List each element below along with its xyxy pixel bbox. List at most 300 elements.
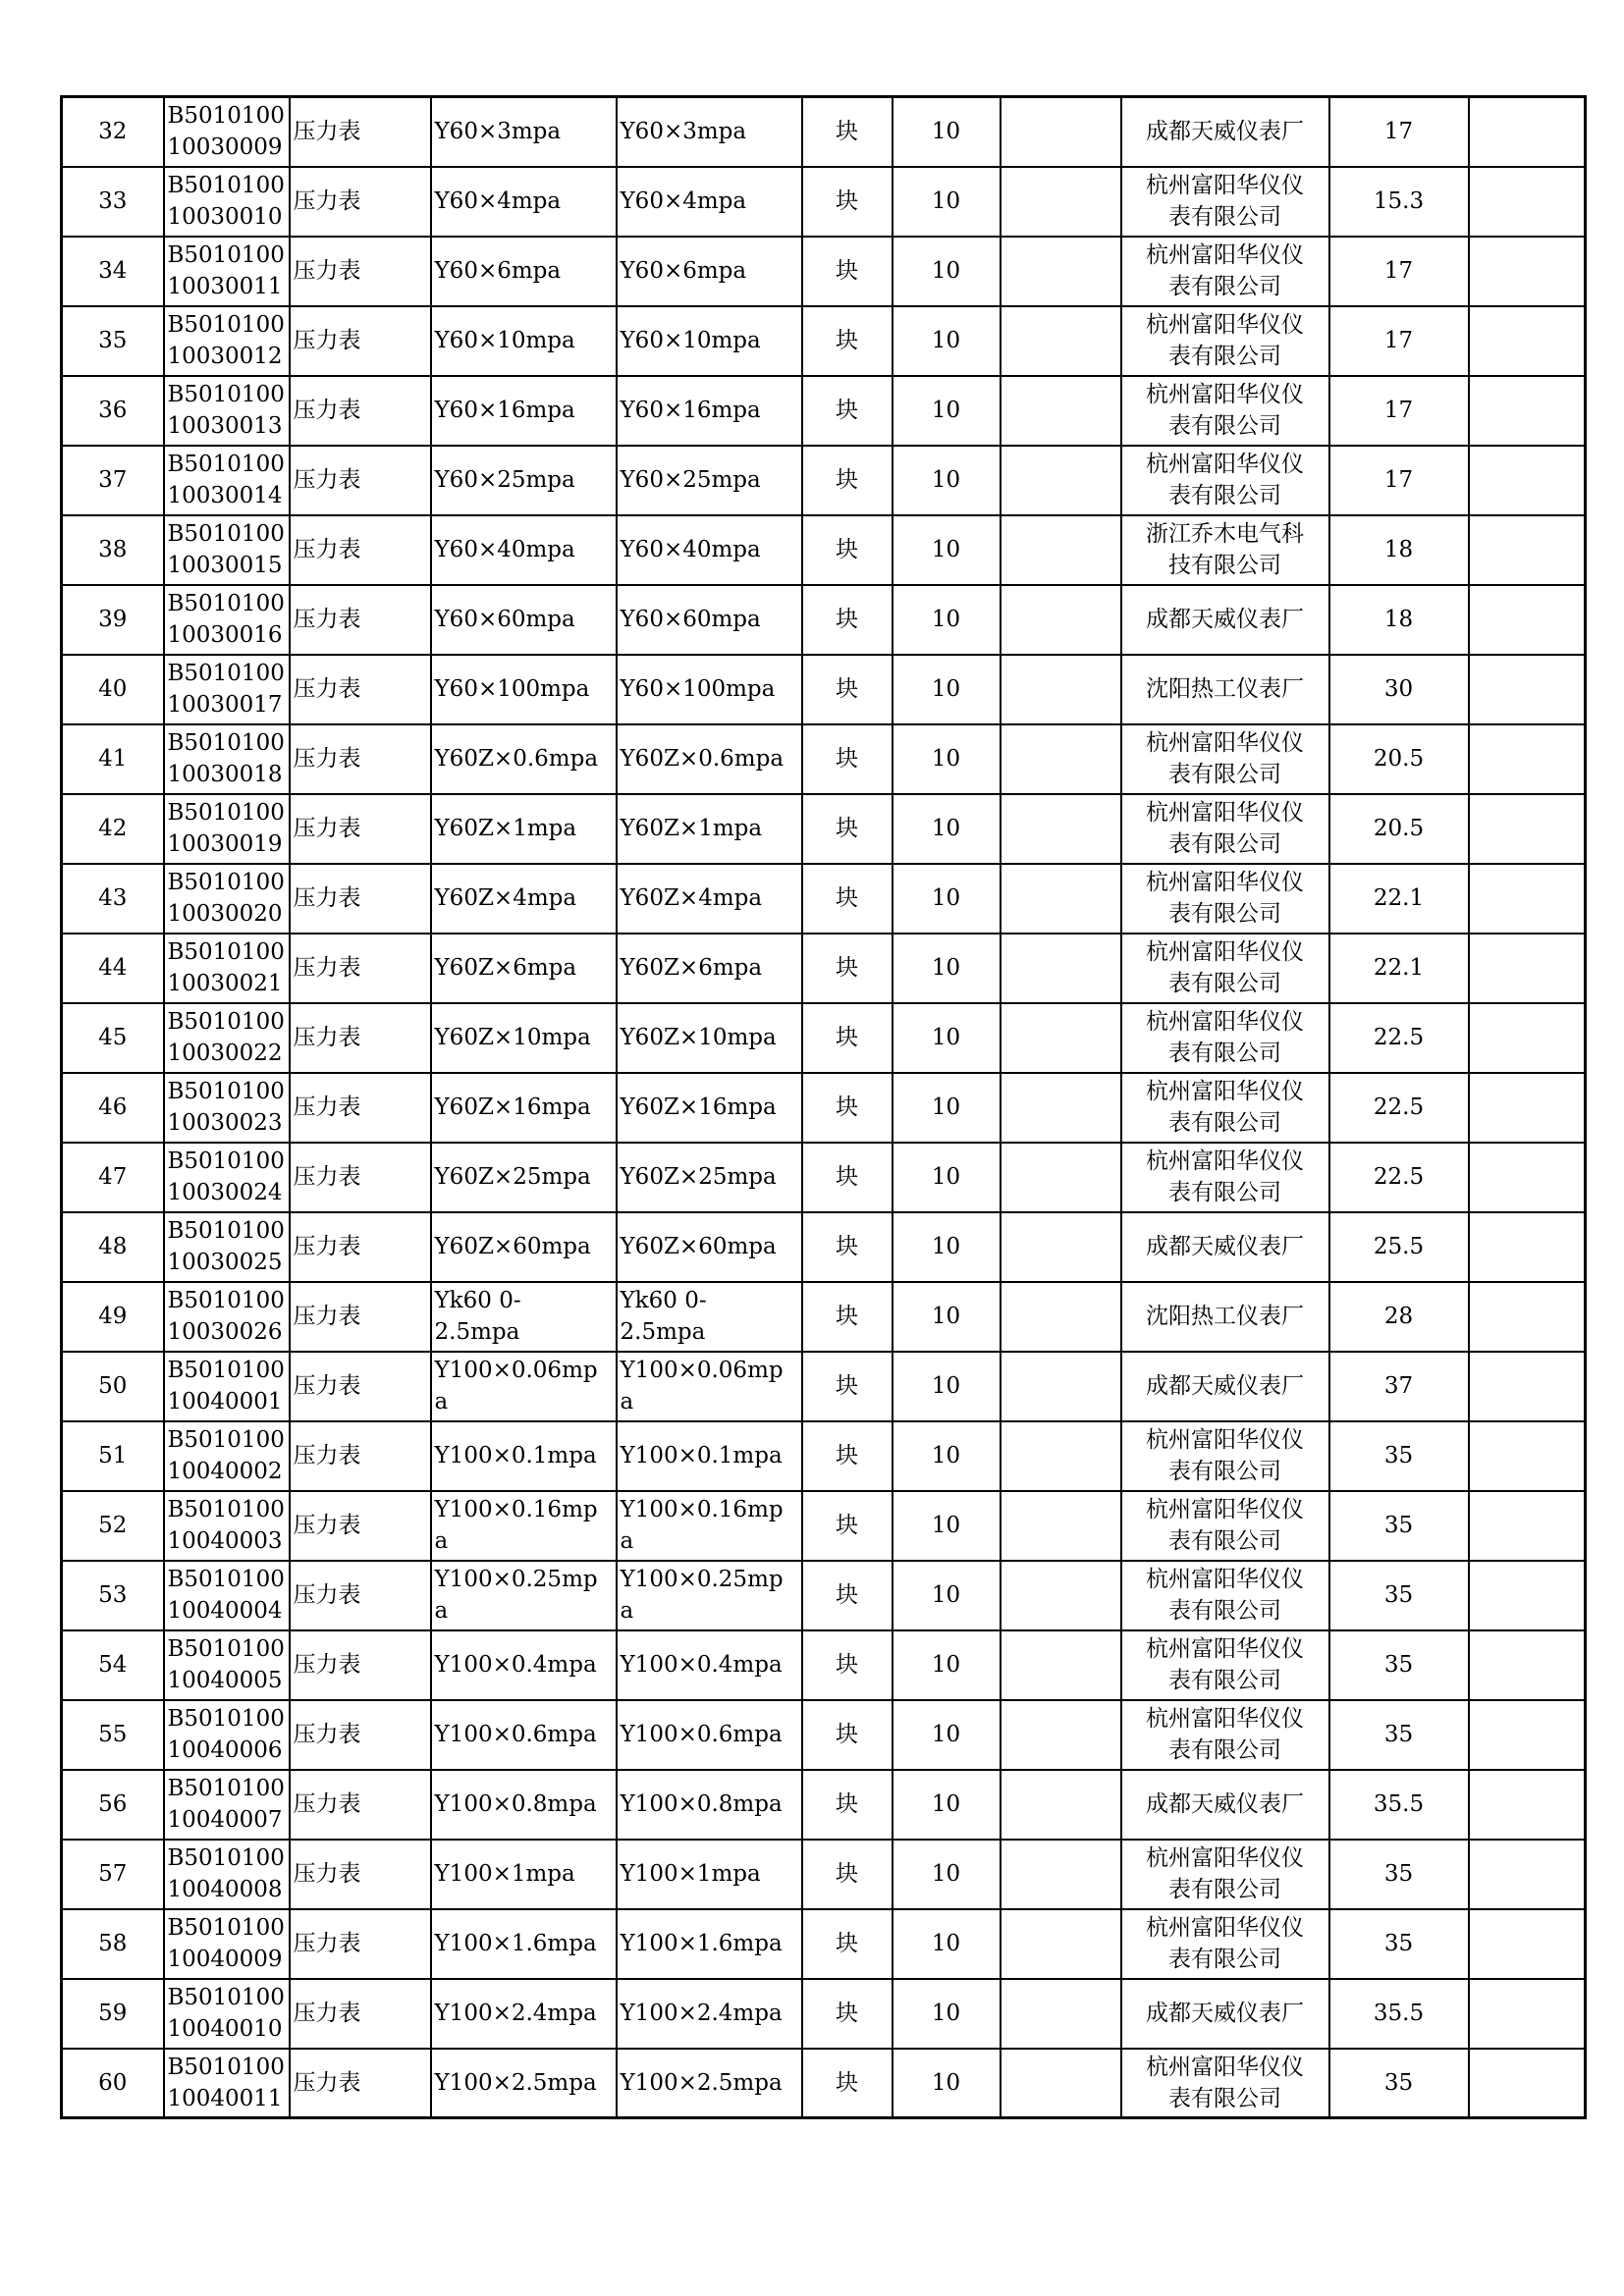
cell-specification: Y100×0.1mpa <box>431 1421 617 1491</box>
cell-remark <box>1469 1840 1586 1909</box>
cell-model: Y100×0.8mpa <box>617 1770 802 1840</box>
cell-manufacturer: 沈阳热工仪表厂 <box>1121 1282 1329 1352</box>
cell-quantity: 10 <box>893 655 1001 724</box>
cell-blank <box>1001 1491 1121 1561</box>
cell-index: 48 <box>62 1212 164 1282</box>
cell-item-name: 压力表 <box>290 97 431 167</box>
cell-item-name: 压力表 <box>290 1143 431 1212</box>
cell-blank <box>1001 1561 1121 1630</box>
cell-material-code: B5010100 10040008 <box>164 1840 290 1909</box>
cell-item-name: 压力表 <box>290 446 431 515</box>
cell-model: Y60Z×25mpa <box>617 1143 802 1212</box>
cell-model: Y60×25mpa <box>617 446 802 515</box>
table-row <box>62 1561 1586 1630</box>
cell-blank <box>1001 1909 1121 1979</box>
cell-manufacturer: 成都天威仪表厂 <box>1121 97 1329 167</box>
cell-remark <box>1469 655 1586 724</box>
cell-specification: Y60×100mpa <box>431 655 617 724</box>
cell-material-code: B5010100 10040010 <box>164 1979 290 2049</box>
cell-unit: 块 <box>802 1421 893 1491</box>
cell-index: 34 <box>62 237 164 306</box>
cell-quantity: 10 <box>893 306 1001 376</box>
cell-index: 40 <box>62 655 164 724</box>
cell-price: 22.5 <box>1329 1073 1469 1143</box>
table-row <box>62 1282 1586 1352</box>
cell-unit: 块 <box>802 934 893 1003</box>
cell-item-name: 压力表 <box>290 1491 431 1561</box>
cell-remark <box>1469 1630 1586 1700</box>
cell-item-name: 压力表 <box>290 1770 431 1840</box>
cell-manufacturer: 杭州富阳华仪仪 表有限公司 <box>1121 864 1329 934</box>
cell-model: Y60Z×60mpa <box>617 1212 802 1282</box>
cell-material-code: B5010100 10030024 <box>164 1143 290 1212</box>
cell-manufacturer: 杭州富阳华仪仪 表有限公司 <box>1121 376 1329 446</box>
cell-material-code: B5010100 10030026 <box>164 1282 290 1352</box>
cell-item-name: 压力表 <box>290 794 431 864</box>
cell-blank <box>1001 1352 1121 1421</box>
cell-blank <box>1001 864 1121 934</box>
cell-material-code: B5010100 10030023 <box>164 1073 290 1143</box>
table-row <box>62 1770 1586 1840</box>
cell-specification: Y60Z×0.6mpa <box>431 724 617 794</box>
cell-item-name: 压力表 <box>290 1282 431 1352</box>
cell-remark <box>1469 97 1586 167</box>
cell-unit: 块 <box>802 167 893 237</box>
cell-material-code: B5010100 10030011 <box>164 237 290 306</box>
cell-specification: Y60Z×25mpa <box>431 1143 617 1212</box>
cell-model: Y60Z×16mpa <box>617 1073 802 1143</box>
cell-remark <box>1469 376 1586 446</box>
cell-specification: Y60×4mpa <box>431 167 617 237</box>
cell-specification: Y60×60mpa <box>431 585 617 655</box>
cell-quantity: 10 <box>893 794 1001 864</box>
table-row <box>62 794 1586 864</box>
cell-quantity: 10 <box>893 1421 1001 1491</box>
cell-item-name: 压力表 <box>290 934 431 1003</box>
table-row <box>62 1212 1586 1282</box>
cell-specification: Y100×1mpa <box>431 1840 617 1909</box>
cell-index: 37 <box>62 446 164 515</box>
cell-blank <box>1001 515 1121 585</box>
cell-model: Y100×2.4mpa <box>617 1979 802 2049</box>
cell-unit: 块 <box>802 1700 893 1770</box>
cell-quantity: 10 <box>893 724 1001 794</box>
cell-manufacturer: 浙江乔木电气科 技有限公司 <box>1121 515 1329 585</box>
cell-manufacturer: 杭州富阳华仪仪 表有限公司 <box>1121 934 1329 1003</box>
cell-specification: Y60Z×1mpa <box>431 794 617 864</box>
table-row <box>62 1003 1586 1073</box>
cell-unit: 块 <box>802 655 893 724</box>
table-body <box>62 97 1586 2118</box>
cell-specification: Y100×0.06mp a <box>431 1352 617 1421</box>
cell-index: 56 <box>62 1770 164 1840</box>
cell-model: Y100×0.25mp a <box>617 1561 802 1630</box>
cell-price: 22.5 <box>1329 1143 1469 1212</box>
cell-blank <box>1001 306 1121 376</box>
cell-index: 45 <box>62 1003 164 1073</box>
cell-quantity: 10 <box>893 167 1001 237</box>
cell-quantity: 10 <box>893 1282 1001 1352</box>
cell-manufacturer: 成都天威仪表厂 <box>1121 585 1329 655</box>
cell-unit: 块 <box>802 1770 893 1840</box>
table-row <box>62 2049 1586 2118</box>
cell-manufacturer: 杭州富阳华仪仪 表有限公司 <box>1121 1561 1329 1630</box>
cell-model: Y60Z×10mpa <box>617 1003 802 1073</box>
cell-quantity: 10 <box>893 1770 1001 1840</box>
cell-item-name: 压力表 <box>290 1561 431 1630</box>
table-row <box>62 1491 1586 1561</box>
cell-remark <box>1469 2049 1586 2118</box>
cell-model: Y100×2.5mpa <box>617 2049 802 2118</box>
cell-model: Y100×0.1mpa <box>617 1421 802 1491</box>
table-row <box>62 724 1586 794</box>
cell-remark <box>1469 1979 1586 2049</box>
table-row <box>62 585 1586 655</box>
cell-price: 20.5 <box>1329 724 1469 794</box>
cell-specification: Y100×2.4mpa <box>431 1979 617 2049</box>
cell-item-name: 压力表 <box>290 864 431 934</box>
cell-unit: 块 <box>802 306 893 376</box>
cell-quantity: 10 <box>893 237 1001 306</box>
cell-manufacturer: 杭州富阳华仪仪 表有限公司 <box>1121 237 1329 306</box>
cell-unit: 块 <box>802 515 893 585</box>
cell-blank <box>1001 376 1121 446</box>
cell-model: Y60×60mpa <box>617 585 802 655</box>
cell-material-code: B5010100 10030022 <box>164 1003 290 1073</box>
cell-material-code: B5010100 10040005 <box>164 1630 290 1700</box>
cell-item-name: 压力表 <box>290 1630 431 1700</box>
table-row <box>62 655 1586 724</box>
cell-material-code: B5010100 10030016 <box>164 585 290 655</box>
cell-remark <box>1469 1003 1586 1073</box>
cell-unit: 块 <box>802 1491 893 1561</box>
table-row <box>62 1700 1586 1770</box>
cell-index: 46 <box>62 1073 164 1143</box>
cell-unit: 块 <box>802 1073 893 1143</box>
cell-blank <box>1001 934 1121 1003</box>
table-row <box>62 864 1586 934</box>
cell-blank <box>1001 97 1121 167</box>
cell-unit: 块 <box>802 97 893 167</box>
cell-manufacturer: 杭州富阳华仪仪 表有限公司 <box>1121 794 1329 864</box>
cell-remark <box>1469 515 1586 585</box>
cell-specification: Y100×1.6mpa <box>431 1909 617 1979</box>
cell-unit: 块 <box>802 1979 893 2049</box>
cell-specification: Y60Z×16mpa <box>431 1073 617 1143</box>
cell-index: 42 <box>62 794 164 864</box>
cell-index: 36 <box>62 376 164 446</box>
cell-remark <box>1469 446 1586 515</box>
cell-blank <box>1001 1700 1121 1770</box>
cell-blank <box>1001 446 1121 515</box>
cell-manufacturer: 沈阳热工仪表厂 <box>1121 655 1329 724</box>
cell-price: 18 <box>1329 585 1469 655</box>
cell-unit: 块 <box>802 794 893 864</box>
cell-manufacturer: 杭州富阳华仪仪 表有限公司 <box>1121 1491 1329 1561</box>
cell-unit: 块 <box>802 446 893 515</box>
cell-material-code: B5010100 10040006 <box>164 1700 290 1770</box>
cell-price: 15.3 <box>1329 167 1469 237</box>
cell-unit: 块 <box>802 724 893 794</box>
cell-model: Y60×40mpa <box>617 515 802 585</box>
table-row <box>62 237 1586 306</box>
cell-material-code: B5010100 10040007 <box>164 1770 290 1840</box>
cell-quantity: 10 <box>893 1073 1001 1143</box>
cell-price: 20.5 <box>1329 794 1469 864</box>
cell-material-code: B5010100 10040011 <box>164 2049 290 2118</box>
cell-remark <box>1469 1700 1586 1770</box>
table-row <box>62 376 1586 446</box>
cell-manufacturer: 杭州富阳华仪仪 表有限公司 <box>1121 1421 1329 1491</box>
table-row <box>62 934 1586 1003</box>
cell-model: Y100×0.06mp a <box>617 1352 802 1421</box>
cell-unit: 块 <box>802 1909 893 1979</box>
cell-remark <box>1469 167 1586 237</box>
cell-manufacturer: 杭州富阳华仪仪 表有限公司 <box>1121 1630 1329 1700</box>
table-row <box>62 1840 1586 1909</box>
cell-price: 18 <box>1329 515 1469 585</box>
cell-blank <box>1001 1979 1121 2049</box>
cell-price: 17 <box>1329 97 1469 167</box>
cell-item-name: 压力表 <box>290 1073 431 1143</box>
cell-remark <box>1469 1282 1586 1352</box>
cell-price: 30 <box>1329 655 1469 724</box>
cell-material-code: B5010100 10030015 <box>164 515 290 585</box>
table-row <box>62 1909 1586 1979</box>
table-row <box>62 97 1586 167</box>
cell-index: 32 <box>62 97 164 167</box>
cell-remark <box>1469 1770 1586 1840</box>
cell-manufacturer: 杭州富阳华仪仪 表有限公司 <box>1121 1073 1329 1143</box>
cell-manufacturer: 杭州富阳华仪仪 表有限公司 <box>1121 167 1329 237</box>
cell-remark <box>1469 237 1586 306</box>
cell-model: Y100×1mpa <box>617 1840 802 1909</box>
table-row <box>62 167 1586 237</box>
cell-quantity: 10 <box>893 2049 1001 2118</box>
cell-specification: Y100×0.6mpa <box>431 1700 617 1770</box>
cell-model: Y60Z×0.6mpa <box>617 724 802 794</box>
cell-unit: 块 <box>802 1003 893 1073</box>
cell-index: 33 <box>62 167 164 237</box>
cell-specification: Y100×0.16mp a <box>431 1491 617 1561</box>
table-row <box>62 1352 1586 1421</box>
cell-material-code: B5010100 10030012 <box>164 306 290 376</box>
cell-unit: 块 <box>802 2049 893 2118</box>
cell-manufacturer: 杭州富阳华仪仪 表有限公司 <box>1121 1909 1329 1979</box>
cell-price: 28 <box>1329 1282 1469 1352</box>
cell-index: 43 <box>62 864 164 934</box>
cell-price: 35 <box>1329 1840 1469 1909</box>
cell-manufacturer: 杭州富阳华仪仪 表有限公司 <box>1121 1700 1329 1770</box>
cell-quantity: 10 <box>893 1143 1001 1212</box>
cell-price: 35 <box>1329 2049 1469 2118</box>
cell-model: Y100×0.6mpa <box>617 1700 802 1770</box>
cell-index: 47 <box>62 1143 164 1212</box>
cell-price: 17 <box>1329 376 1469 446</box>
cell-specification: Y100×2.5mpa <box>431 2049 617 2118</box>
cell-blank <box>1001 167 1121 237</box>
cell-blank <box>1001 1212 1121 1282</box>
cell-price: 35.5 <box>1329 1979 1469 2049</box>
cell-unit: 块 <box>802 237 893 306</box>
cell-model: Y100×0.16mp a <box>617 1491 802 1561</box>
cell-quantity: 10 <box>893 1700 1001 1770</box>
cell-remark <box>1469 1073 1586 1143</box>
cell-unit: 块 <box>802 585 893 655</box>
cell-quantity: 10 <box>893 446 1001 515</box>
cell-manufacturer: 成都天威仪表厂 <box>1121 1352 1329 1421</box>
cell-specification: Y60Z×60mpa <box>431 1212 617 1282</box>
cell-material-code: B5010100 10040009 <box>164 1909 290 1979</box>
cell-unit: 块 <box>802 1212 893 1282</box>
cell-price: 22.1 <box>1329 934 1469 1003</box>
cell-manufacturer: 杭州富阳华仪仪 表有限公司 <box>1121 446 1329 515</box>
cell-model: Y60×100mpa <box>617 655 802 724</box>
cell-item-name: 压力表 <box>290 1212 431 1282</box>
cell-remark <box>1469 1352 1586 1421</box>
cell-blank <box>1001 1073 1121 1143</box>
cell-item-name: 压力表 <box>290 1700 431 1770</box>
cell-material-code: B5010100 10030009 <box>164 97 290 167</box>
cell-material-code: B5010100 10030010 <box>164 167 290 237</box>
cell-specification: Y60Z×4mpa <box>431 864 617 934</box>
cell-price: 35 <box>1329 1630 1469 1700</box>
cell-price: 17 <box>1329 306 1469 376</box>
cell-remark <box>1469 794 1586 864</box>
price-table <box>60 95 1587 2119</box>
cell-index: 55 <box>62 1700 164 1770</box>
table-row <box>62 1979 1586 2049</box>
cell-item-name: 压力表 <box>290 306 431 376</box>
cell-price: 17 <box>1329 446 1469 515</box>
cell-index: 54 <box>62 1630 164 1700</box>
cell-specification: Y100×0.8mpa <box>431 1770 617 1840</box>
cell-model: Y60Z×6mpa <box>617 934 802 1003</box>
cell-index: 50 <box>62 1352 164 1421</box>
cell-price: 22.1 <box>1329 864 1469 934</box>
cell-unit: 块 <box>802 1561 893 1630</box>
cell-manufacturer: 杭州富阳华仪仪 表有限公司 <box>1121 1143 1329 1212</box>
cell-item-name: 压力表 <box>290 1352 431 1421</box>
cell-unit: 块 <box>802 1630 893 1700</box>
cell-blank <box>1001 724 1121 794</box>
cell-quantity: 10 <box>893 97 1001 167</box>
cell-remark <box>1469 1421 1586 1491</box>
cell-index: 58 <box>62 1909 164 1979</box>
cell-price: 35 <box>1329 1700 1469 1770</box>
cell-quantity: 10 <box>893 864 1001 934</box>
cell-item-name: 压力表 <box>290 237 431 306</box>
cell-remark <box>1469 1212 1586 1282</box>
cell-index: 52 <box>62 1491 164 1561</box>
cell-unit: 块 <box>802 864 893 934</box>
table-row <box>62 446 1586 515</box>
cell-specification: Yk60 0- 2.5mpa <box>431 1282 617 1352</box>
cell-item-name: 压力表 <box>290 585 431 655</box>
cell-blank <box>1001 237 1121 306</box>
cell-remark <box>1469 724 1586 794</box>
cell-blank <box>1001 1003 1121 1073</box>
cell-manufacturer: 杭州富阳华仪仪 表有限公司 <box>1121 1003 1329 1073</box>
cell-item-name: 压力表 <box>290 2049 431 2118</box>
cell-unit: 块 <box>802 1143 893 1212</box>
cell-index: 57 <box>62 1840 164 1909</box>
cell-model: Y60Z×1mpa <box>617 794 802 864</box>
table-row <box>62 1421 1586 1491</box>
cell-manufacturer: 杭州富阳华仪仪 表有限公司 <box>1121 1840 1329 1909</box>
cell-unit: 块 <box>802 1282 893 1352</box>
cell-manufacturer: 成都天威仪表厂 <box>1121 1979 1329 2049</box>
cell-quantity: 10 <box>893 515 1001 585</box>
cell-manufacturer: 杭州富阳华仪仪 表有限公司 <box>1121 2049 1329 2118</box>
cell-specification: Y100×0.4mpa <box>431 1630 617 1700</box>
cell-blank <box>1001 585 1121 655</box>
cell-material-code: B5010100 10040002 <box>164 1421 290 1491</box>
cell-blank <box>1001 2049 1121 2118</box>
cell-remark <box>1469 1491 1586 1561</box>
cell-price: 22.5 <box>1329 1003 1469 1073</box>
cell-specification: Y60Z×10mpa <box>431 1003 617 1073</box>
cell-index: 39 <box>62 585 164 655</box>
cell-item-name: 压力表 <box>290 167 431 237</box>
table-row <box>62 1630 1586 1700</box>
cell-quantity: 10 <box>893 1212 1001 1282</box>
cell-remark <box>1469 306 1586 376</box>
table-row <box>62 515 1586 585</box>
cell-specification: Y100×0.25mp a <box>431 1561 617 1630</box>
cell-blank <box>1001 1630 1121 1700</box>
cell-material-code: B5010100 10030018 <box>164 724 290 794</box>
cell-index: 49 <box>62 1282 164 1352</box>
table-row <box>62 1143 1586 1212</box>
cell-price: 35.5 <box>1329 1770 1469 1840</box>
cell-price: 17 <box>1329 237 1469 306</box>
cell-model: Y60×3mpa <box>617 97 802 167</box>
cell-item-name: 压力表 <box>290 1421 431 1491</box>
cell-unit: 块 <box>802 1352 893 1421</box>
cell-specification: Y60×10mpa <box>431 306 617 376</box>
cell-model: Y60×6mpa <box>617 237 802 306</box>
cell-manufacturer: 杭州富阳华仪仪 表有限公司 <box>1121 306 1329 376</box>
cell-specification: Y60Z×6mpa <box>431 934 617 1003</box>
cell-quantity: 10 <box>893 1561 1001 1630</box>
cell-blank <box>1001 1421 1121 1491</box>
cell-price: 37 <box>1329 1352 1469 1421</box>
cell-specification: Y60×3mpa <box>431 97 617 167</box>
cell-item-name: 压力表 <box>290 515 431 585</box>
cell-remark <box>1469 1909 1586 1979</box>
cell-price: 25.5 <box>1329 1212 1469 1282</box>
cell-material-code: B5010100 10040004 <box>164 1561 290 1630</box>
cell-specification: Y60×25mpa <box>431 446 617 515</box>
cell-index: 60 <box>62 2049 164 2118</box>
cell-quantity: 10 <box>893 376 1001 446</box>
cell-unit: 块 <box>802 376 893 446</box>
cell-item-name: 压力表 <box>290 1840 431 1909</box>
cell-price: 35 <box>1329 1561 1469 1630</box>
cell-unit: 块 <box>802 1840 893 1909</box>
cell-material-code: B5010100 10030021 <box>164 934 290 1003</box>
table-row <box>62 1073 1586 1143</box>
cell-quantity: 10 <box>893 1003 1001 1073</box>
cell-quantity: 10 <box>893 585 1001 655</box>
cell-index: 53 <box>62 1561 164 1630</box>
cell-index: 35 <box>62 306 164 376</box>
cell-material-code: B5010100 10040001 <box>164 1352 290 1421</box>
cell-quantity: 10 <box>893 934 1001 1003</box>
table-row <box>62 306 1586 376</box>
cell-quantity: 10 <box>893 1909 1001 1979</box>
